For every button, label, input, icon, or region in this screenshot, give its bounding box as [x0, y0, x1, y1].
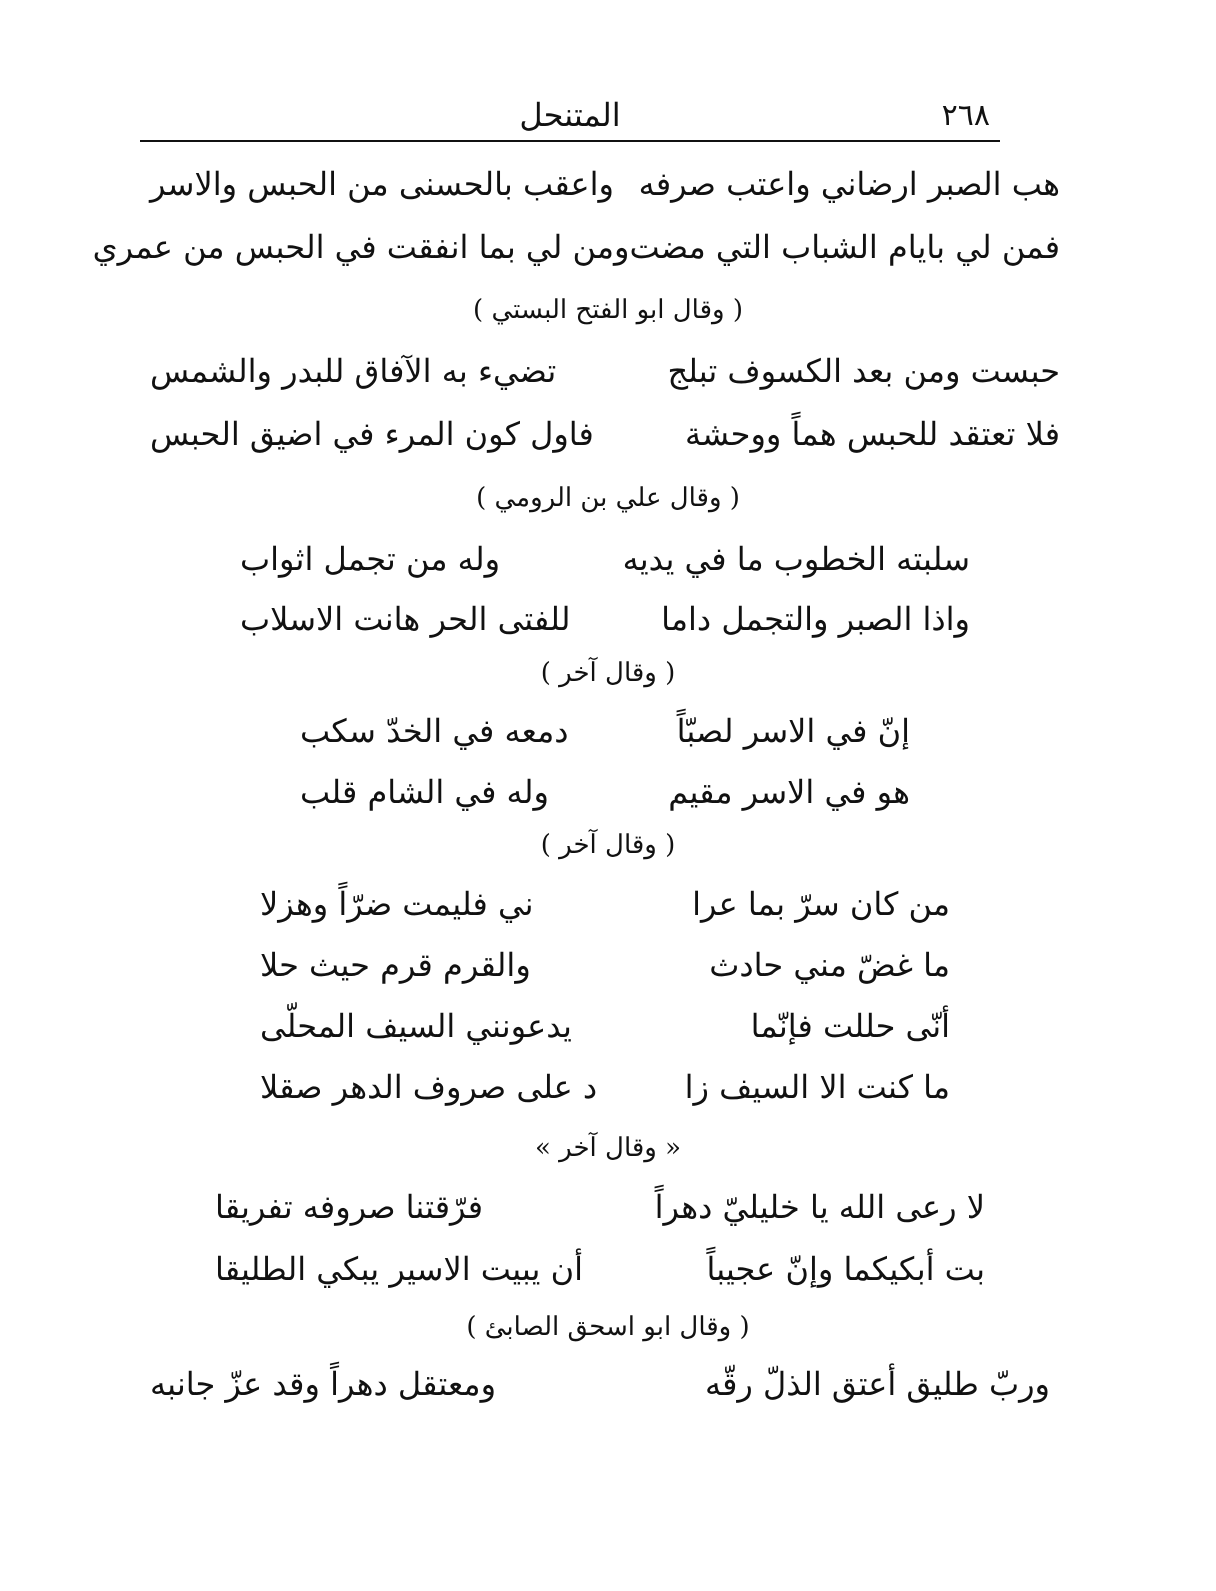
verse-first-hemistich: وربّ طليق أعتق الذلّ رقّه [704, 1365, 1050, 1403]
verse-first-hemistich: فلا تعتقد للحبس هماً ووحشة [684, 415, 1060, 453]
verse-second-hemistich: للفتى الحر هانت الاسلاب [240, 600, 571, 638]
poet-heading: ( وقال آخر ) [540, 658, 676, 688]
poet-heading: ( وقال آخر ) [540, 830, 676, 860]
verse-line [260, 1068, 950, 1106]
verse-first-hemistich: أنّى حللت فإنّما [750, 1007, 950, 1045]
verse-second-hemistich: واعقب بالحسنى من الحبس والاسر [150, 165, 614, 203]
verse-line [260, 885, 950, 923]
verse-second-hemistich: فاول كون المرء في اضيق الحبس [150, 415, 594, 453]
verse-line [150, 352, 1060, 390]
verse-first-hemistich: ما كنت الا السيف زا [684, 1068, 950, 1106]
verse-second-hemistich: ني فليمت ضرّاً وهزلا [260, 885, 534, 923]
page-number: ٢٦٨ [941, 98, 990, 133]
verse-first-hemistich: فمن لي بايام الشباب التي مضت [629, 228, 1060, 266]
verse-line [150, 165, 1060, 203]
verse-second-hemistich: وله في الشام قلب [300, 773, 549, 811]
verse-first-hemistich: هو في الاسر مقيم [668, 773, 910, 811]
verse-line [215, 1188, 985, 1226]
verse-second-hemistich: دمعه في الخدّ سكب [300, 712, 569, 750]
poet-heading: ( وقال ابو اسحق الصابئ ) [466, 1312, 750, 1342]
verse-first-hemistich: ما غضّ مني حادث [709, 946, 950, 984]
verse-first-hemistich: سلبته الخطوب ما في يديه [622, 540, 970, 578]
verse-second-hemistich: ومعتقل دهراً وقد عزّ جانبه [150, 1365, 497, 1403]
verse-first-hemistich: حبست ومن بعد الكسوف تبلج [667, 352, 1060, 390]
verse-first-hemistich: لا رعى الله يا خليليّ دهراً [654, 1188, 985, 1226]
verse-second-hemistich: فرّقتنا صروفه تفريقا [215, 1188, 483, 1226]
verse-line [300, 712, 910, 750]
verse-second-hemistich: أن يبيت الاسير يبكي الطليقا [215, 1250, 583, 1288]
page-header [140, 90, 1000, 142]
verse-first-hemistich: من كان سرّ بما عرا [692, 885, 950, 923]
verse-line [150, 1365, 1050, 1403]
poet-heading: « وقال آخر » [534, 1133, 682, 1163]
verse-line [92, 228, 1060, 266]
poet-heading: ( وقال علي بن الرومي ) [476, 483, 740, 513]
verse-line [260, 946, 950, 984]
poet-heading: ( وقال ابو الفتح البستي ) [473, 295, 743, 325]
verse-second-hemistich: وله من تجمل اثواب [240, 540, 501, 578]
verse-first-hemistich: إنّ في الاسر لصبّاً [676, 712, 910, 750]
running-title: المتنحل [519, 96, 621, 134]
verse-first-hemistich: هب الصبر ارضاني واعتب صرفه [638, 165, 1060, 203]
verse-line [260, 1007, 950, 1045]
verse-second-hemistich: يدعونني السيف المحلّى [260, 1007, 572, 1045]
verse-second-hemistich: والقرم قرم حيث حلا [260, 946, 531, 984]
verse-first-hemistich: بت أبكيكما وإنّ عجيباً [706, 1250, 985, 1288]
verse-second-hemistich: ومن لي بما انفقت في الحبس من عمري [92, 228, 630, 266]
verse-second-hemistich: تضيء به الآفاق للبدر والشمس [150, 352, 557, 390]
verse-line [215, 1250, 985, 1288]
verse-line [240, 540, 970, 578]
verse-first-hemistich: واذا الصبر والتجمل داما [661, 600, 970, 638]
verse-line [300, 773, 910, 811]
verse-line [150, 415, 1060, 453]
verse-second-hemistich: د على صروف الدهر صقلا [260, 1068, 598, 1106]
verse-line [240, 600, 970, 638]
